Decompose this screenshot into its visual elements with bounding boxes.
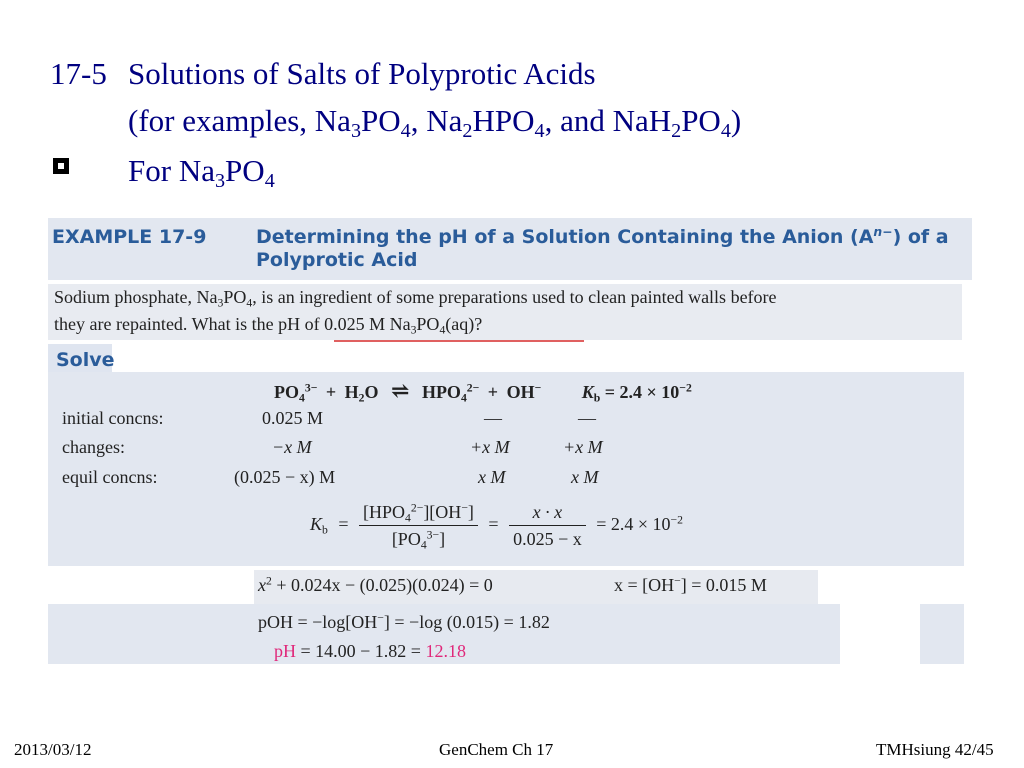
ph-value: 12.18 [425,641,466,661]
footer-date: 2013/03/12 [14,740,92,759]
x-result: x = [OH−] = 0.015 M [614,574,767,595]
changes-c3: +x M [563,437,603,457]
row-label-changes: changes: [62,437,125,457]
poh-line: pOH = −log[OH−] = −log (0.015) = 1.82 [258,611,550,632]
bullet-text: For $Na_3PO_4$ [128,153,275,193]
square-bullet-icon [53,158,69,174]
row-label-equil: equil concns: [62,467,158,487]
problem-text-line-2: they are repainted. What is the pH of 0.025 M $Na_3PO_4(aq)$? [54,314,483,337]
initial-c1: 0.025 M [262,408,324,428]
equil-c2: x M [478,467,506,487]
quadratic-equation: $x^2 + 0.024x - (0.025)(0.024) = 0$ [258,574,493,595]
kb-fraction-1: $\frac{[HPO_4^{2-}][OH^-]}{[PO_4^{3-}]}$ [359,502,478,550]
equilibrium-arrow-icon: ⇌ [391,378,410,403]
slide-title-number: 17-5 [50,56,107,91]
kb-fraction-2: $\frac{x \cdot x}{0.025 - x}$ [509,502,586,550]
slide-title: Solutions of Salts of Polyprotic Acids [128,56,596,91]
kb-expression: $K_b$ = $\frac{[HPO_4^{2-}][OH^-]}{[PO_4^{3-}]}$ = $\frac{x \cdot x}{0.025 - x}$ = $2.4 \times 10^{-2}$ [310,501,683,552]
changes-c2: +x M [470,437,510,457]
changes-c1: −x M [272,437,312,457]
row-label-initial: initial concns: [62,408,164,428]
question-underline [334,340,584,342]
slide-subtitle: (for examples, $Na_3PO_4$, $Na_2HPO_4$, and $NaH_2PO_4$) [128,103,742,143]
solve-label: Solve [56,349,115,371]
example-title: Determining the pH of a Solution Containing the Anion $(A^{n-})$ of a Polyprotic Acid [256,225,949,271]
footer-center: GenChem Ch 17 [439,740,554,759]
equil-c3: x M [571,467,599,487]
footer-page: TMHsiung 42/45 [876,740,994,759]
ph-line: pH = 14.00 − 1.82 = 12.18 [274,641,466,661]
example-label: EXAMPLE 17-9 [52,226,207,248]
initial-c3: — [578,408,596,428]
initial-c2: — [484,408,502,428]
equil-c1: (0.025 − x) M [234,467,336,487]
problem-text-line-1: Sodium phosphate, $Na_3PO_4$, is an ingredient of some preparations used to clean painted walls before [54,287,777,310]
reaction-equation: $PO_4^{3-} + H_2O$ ⇌ $HPO_4^{2-} + OH^-$ $K_b = 2.4 \times 10^{-2}$ [274,378,692,405]
right-panel-fragment [920,604,964,664]
